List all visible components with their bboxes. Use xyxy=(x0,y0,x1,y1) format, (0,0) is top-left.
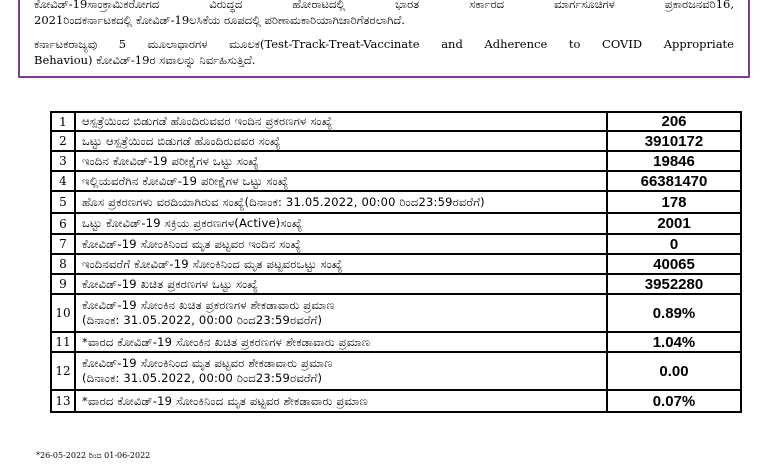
intro-para1-line1: ಕೋವಿಡ್-19ಸಾಂಕ್ರಾಮಿಕರೋಗದ ವಿರುದ್ಧದ ಹೋರಾಟದಲ್ಲಿ ಭಾರತ ಸರ್ಕಾರದ ಮಾರ್ಗಸೂಚಿಗಳ ಪ್ರಕಾರಜನವರಿ16, xyxy=(34,0,734,11)
row-label-line1: *ವಾರದ ಕೋವಿಡ್-19 ಸೋಂಕಿನಿಂದ ಮೃತ ಪಟ್ಟವರ ಶೇಕಡಾವಾರು ಪ್ರಮಾಣ xyxy=(82,393,368,408)
covid-stats-table xyxy=(50,111,742,413)
table-row xyxy=(51,171,741,191)
row-label xyxy=(75,332,607,352)
table-row xyxy=(51,294,741,332)
table-row xyxy=(51,352,741,390)
row-label-line1: ಇಂದಿನ ಕೋವಿಡ್-19 ಪರೀಕ್ಷೆಗಳ ಒಟ್ಟು ಸಂಖ್ಯೆ xyxy=(82,153,259,168)
row-label xyxy=(75,234,607,254)
table-row xyxy=(51,191,741,213)
row-number: 13 xyxy=(51,390,75,412)
row-number: 5 xyxy=(51,191,75,213)
table-row xyxy=(51,112,741,131)
row-label-line2: (ದಿನಾಂಕ: 31.05.2022, 00:00 ರಿಂದ23:59ರವರೆಗೆ) xyxy=(82,313,323,327)
row-label xyxy=(75,213,607,234)
table-row xyxy=(51,213,741,234)
intro-para2-line2: Behaviou) ಕೋವಿಡ್-19ರ ಸವಾಲನ್ನು ನಿರ್ವಹಿಸುತ್ತಿದೆ. xyxy=(34,53,256,67)
row-label-line1: ಆಸ್ಪತ್ರೆಯಿಂದ ಬಿಡುಗಡೆ ಹೊಂದಿರುವವರ ಇಂದಿನ ಪ್ರಕರಣಗಳ ಸಂಖ್ಯೆ xyxy=(82,114,333,128)
row-label-line1: ಕೋವಿಡ್-19 ಸೋಂಕಿನಿಂದ ಮೃತ ಪಟ್ಟವರ ಇಂದಿನ ಸಂಖ್ಯೆ xyxy=(82,236,302,251)
row-value: 0 xyxy=(607,234,741,254)
row-number: 3 xyxy=(51,151,75,171)
row-label-line1: ಕೋವಿಡ್-19 ಸೋಂಕಿನ ಖಚಿತ ಪ್ರಕರಣಗಳ ಶೇಕಡಾವಾರು ಪ್ರಮಾಣ xyxy=(82,298,335,312)
row-value: 3910172 xyxy=(607,131,741,151)
row-label-line1: ಹೊಸ ಪ್ರಕರಣಗಳು ವರದಿಯಾಗಿರುವ ಸಂಖ್ಯೆ(ದಿನಾಂಕ: 31.05.2022, 00:00 ರಿಂದ23:59ರವರೆಗೆ) xyxy=(82,194,485,209)
row-label xyxy=(75,131,607,151)
row-value: 2001 xyxy=(607,213,741,234)
row-label-line1: ಒಟ್ಟು ಆಸ್ಪತ್ರೆಯಿಂದ ಬಿಡುಗಡೆ ಹೊಂದಿರುವವರ ಸಂಖ್ಯೆ xyxy=(82,133,281,148)
row-label xyxy=(75,151,607,171)
table-row xyxy=(51,234,741,254)
row-value: 1.04% xyxy=(607,332,741,352)
row-label-line1: ಒಟ್ಟು ಕೋವಿಡ್-19 ಸಕ್ರಿಯ ಪ್ರಕರಣಗಳ(Active)ಸಂಖ್ಯೆ xyxy=(82,216,303,230)
row-label-line1: ಕೋವಿಡ್-19 ಖಚಿತ ಪ್ರಕರಣಗಳ ಒಟ್ಟು ಸಂಖ್ಯೆ xyxy=(82,276,259,291)
intro-para1-line2: 2021ರಿಂದಕರ್ನಾಟಕದಲ್ಲಿ ಕೋವಿಡ್-19ಲಸಿಕೆಯ ರೂಪದಲ್ಲಿ ಪರಿಣಾಮಕಾರಿಯಾಗಿಜಾರಿಗೆತರಲಾಗಿದೆ. xyxy=(34,13,405,27)
table-row xyxy=(51,151,741,171)
row-label-line1: ಇಲ್ಲಿಯವರೆಗಿನ ಕೋವಿಡ್-19 ಪರೀಕ್ಷೆಗಳ ಒಟ್ಟು ಸಂಖ್ಯೆ xyxy=(82,173,289,188)
row-label-line2: (ದಿನಾಂಕ: 31.05.2022, 00:00 ರಿಂದ23:59ರವರೆಗೆ) xyxy=(82,371,323,385)
row-value: 19846 xyxy=(607,151,741,171)
row-label xyxy=(75,254,607,274)
row-value: 178 xyxy=(607,191,741,213)
row-number: 10 xyxy=(51,294,75,332)
table-row xyxy=(51,254,741,274)
row-label-line1: ಕೋವಿಡ್-19 ಸೋಂಕಿನಿಂದ ಮೃತ ಪಟ್ಟವರ ಶೇಕಡಾವಾರು ಪ್ರಮಾಣ xyxy=(82,356,333,370)
row-number: 4 xyxy=(51,171,75,191)
row-number: 2 xyxy=(51,131,75,151)
table-row xyxy=(51,131,741,151)
footnote: *26-05-2022 ರಿಂದ 01-06-2022 xyxy=(36,451,151,460)
row-label-line1: *ವಾರದ ಕೋವಿಡ್-19 ಸೋಂಕಿನ ಖಚಿತ ಪ್ರಕರಣಗಳ ಶೇಕಡಾವಾರು ಪ್ರಮಾಣ xyxy=(82,334,371,349)
row-label xyxy=(75,390,607,412)
row-number: 12 xyxy=(51,352,75,390)
row-number: 1 xyxy=(51,112,75,131)
row-number: 11 xyxy=(51,332,75,352)
row-value: 3952280 xyxy=(607,274,741,294)
row-value: 0.07% xyxy=(607,390,741,412)
row-value: 0.00 xyxy=(607,352,741,390)
row-number: 6 xyxy=(51,213,75,234)
row-label xyxy=(75,274,607,294)
row-label xyxy=(75,352,607,390)
intro-box xyxy=(18,0,750,78)
row-label xyxy=(75,171,607,191)
row-value: 40065 xyxy=(607,254,741,274)
row-label-line1: ಇಂದಿನವರೆಗೆ ಕೋವಿಡ್-19 ಸೋಂಕಿನಿಂದ ಮೃತ ಪಟ್ಟವರಒಟ್ಟು ಸಂಖ್ಯೆ xyxy=(82,256,343,271)
row-label xyxy=(75,294,607,332)
intro-para2-line1: ಕರ್ನಾಟಕರಾಜ್ಯವು 5 ಮೂಲಾಧಾರಗಳ ಮೂಲಕ(Test-Track-Treat-Vaccinate and Adherence to COVID Appropriate xyxy=(34,37,734,51)
row-label xyxy=(75,112,607,131)
table-row xyxy=(51,274,741,294)
row-value: 206 xyxy=(607,112,741,131)
row-value: 0.89% xyxy=(607,294,741,332)
row-label xyxy=(75,191,607,213)
table-row xyxy=(51,390,741,412)
row-number: 8 xyxy=(51,254,75,274)
row-number: 7 xyxy=(51,234,75,254)
row-value: 66381470 xyxy=(607,171,741,191)
row-number: 9 xyxy=(51,274,75,294)
table-row xyxy=(51,332,741,352)
